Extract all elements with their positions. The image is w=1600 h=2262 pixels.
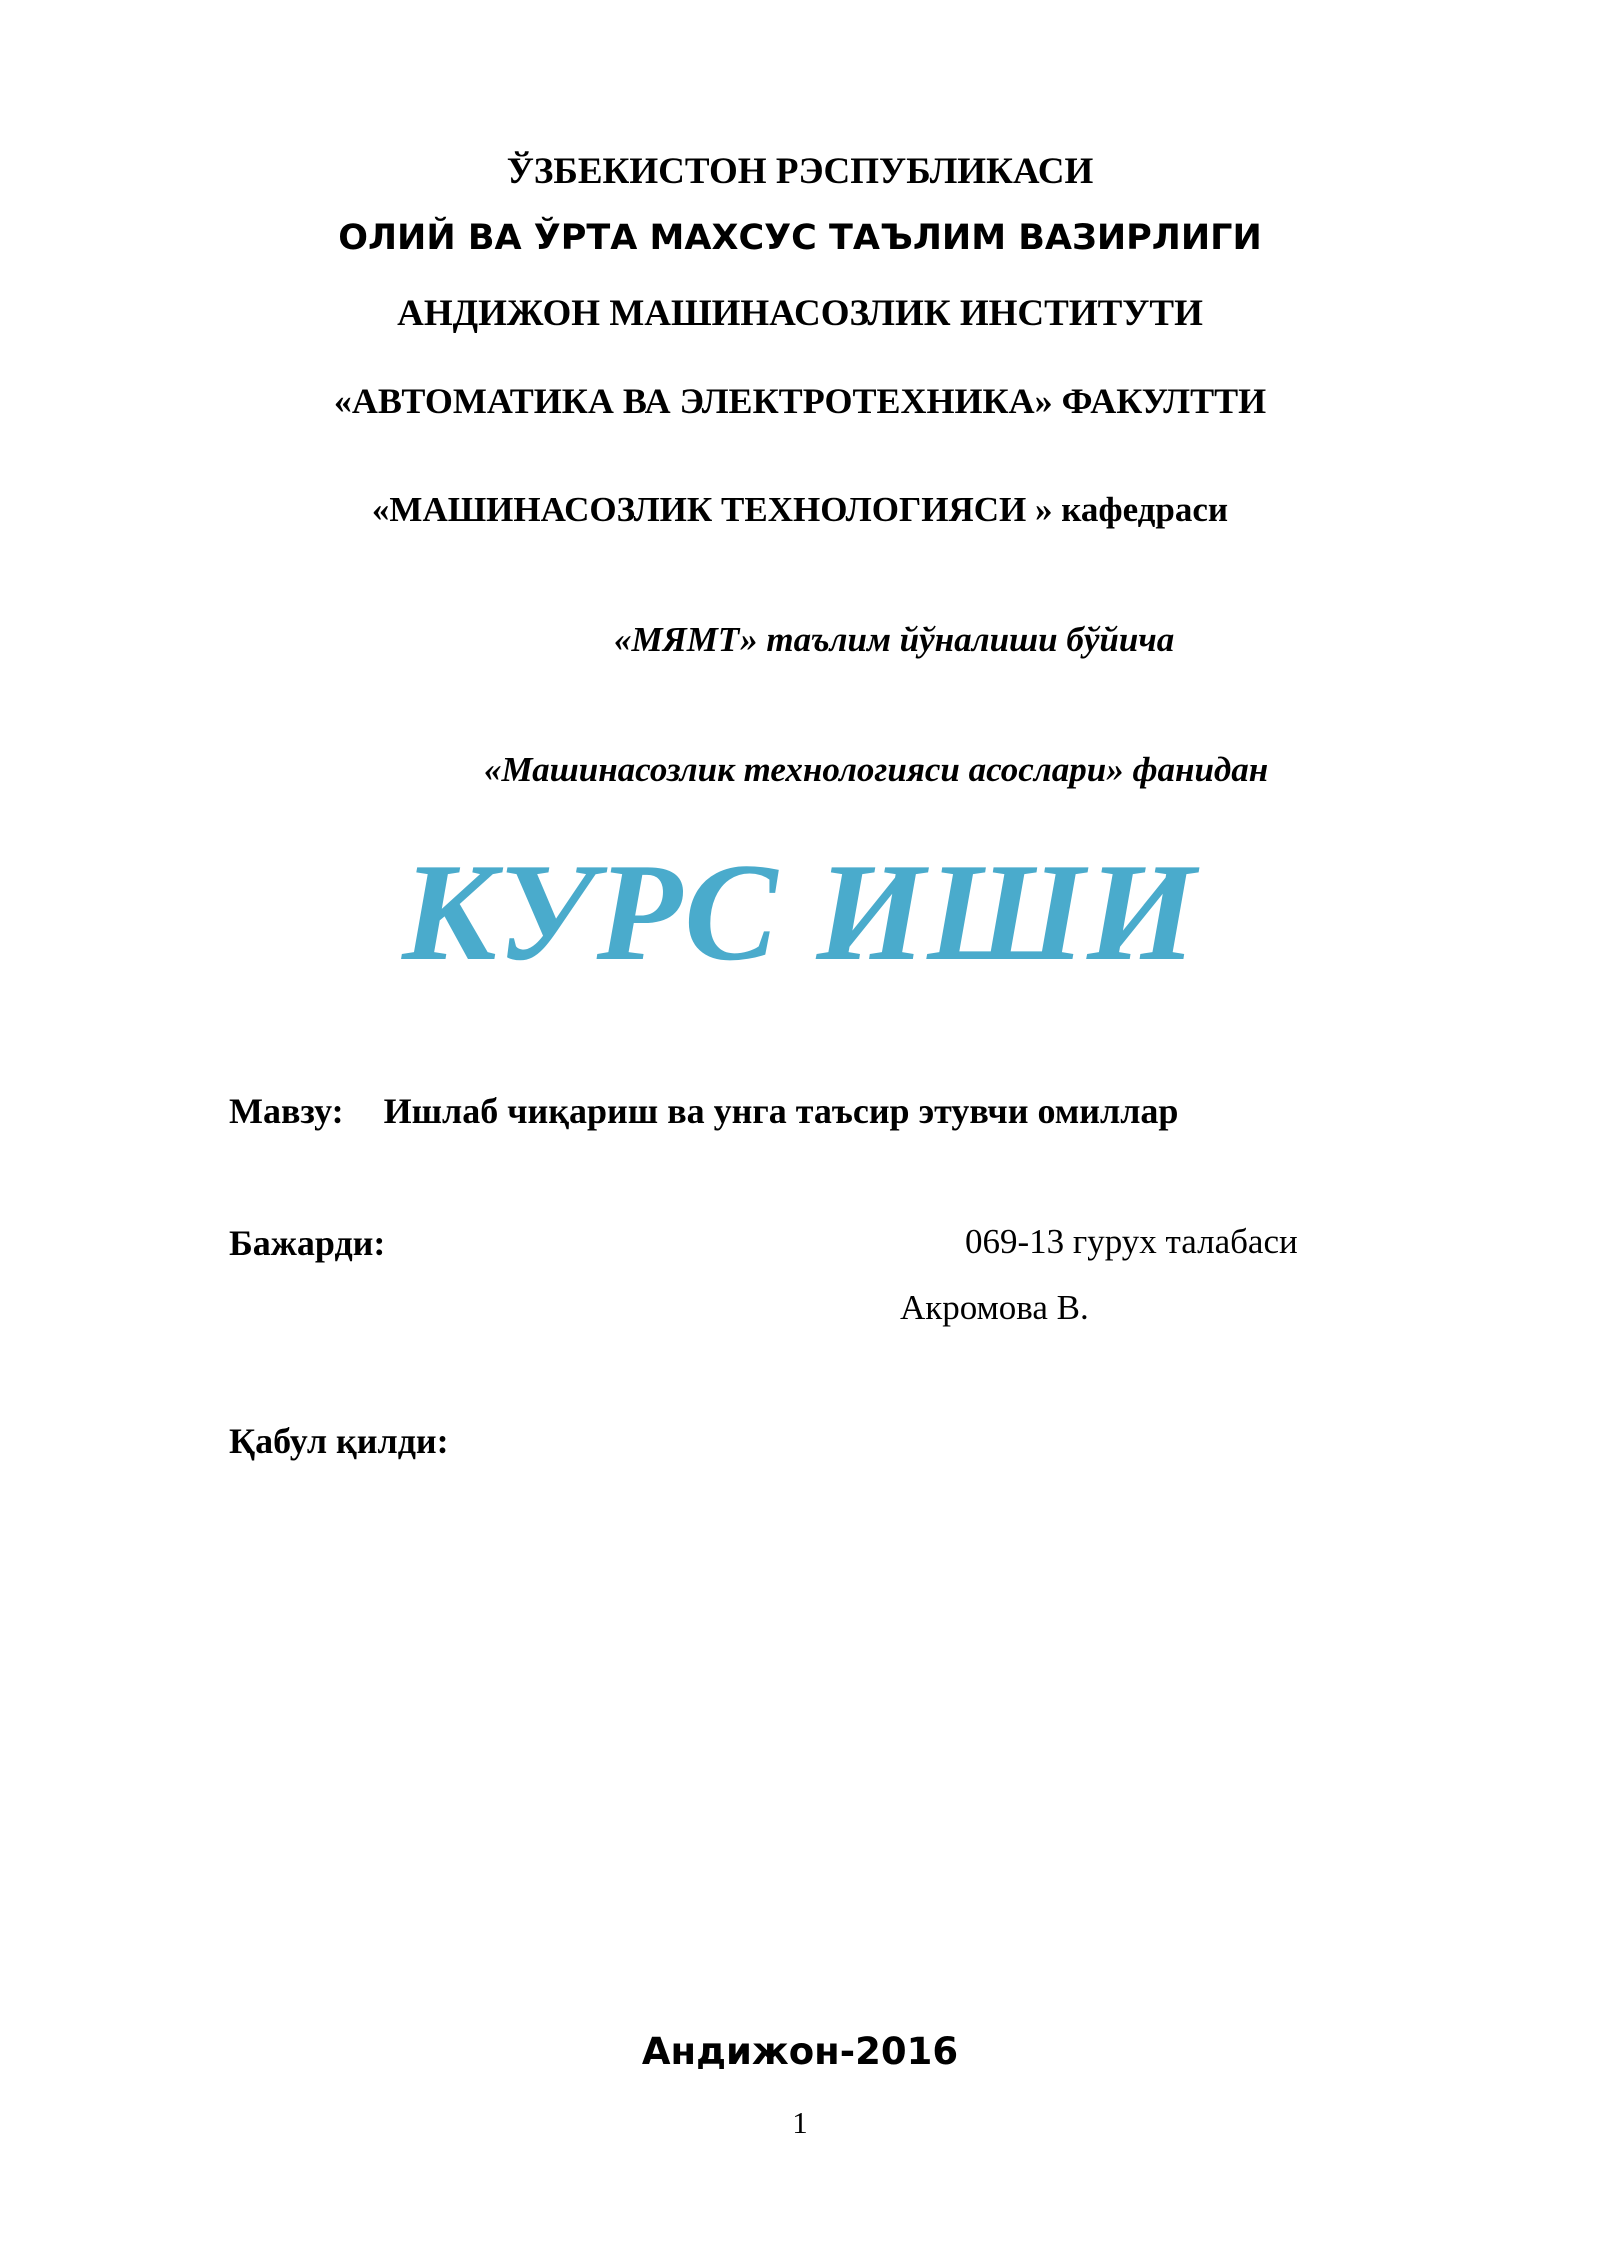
- performed-name: Акромова В.: [900, 1288, 1089, 1327]
- page-number: 1: [792, 2105, 808, 2140]
- subject-line: «Машинасозлик технологияси асослари» фанидан: [484, 750, 1269, 789]
- topic-row: [229, 1090, 1178, 1132]
- direction-line: «МЯМТ» таълим йўналиши бўйича: [614, 620, 1175, 659]
- ministry-heading: ОЛИЙ ВА ЎРТА МАХСУС ТАЪЛИМ ВАЗИРЛИГИ: [338, 218, 1262, 258]
- city-year: Андижон-2016: [641, 2030, 959, 2073]
- document-title: КУРС ИШИ: [402, 835, 1198, 990]
- institute-heading: АНДИЖОН МАШИНАСОЗЛИК ИНСТИТУТИ: [397, 293, 1203, 334]
- performed-group: 069-13 гурух талабаси: [965, 1222, 1298, 1261]
- faculty-heading: «АВТОМАТИКА ВА ЭЛЕКТРОТЕХНИКА» ФАКУЛТТИ: [333, 381, 1267, 421]
- accepted-label: Қабул қилди:: [229, 1421, 449, 1461]
- department-heading: «МАШИНАСОЗЛИК ТЕХНОЛОГИЯСИ » кафедраси: [371, 490, 1229, 529]
- republic-heading: ЎЗБЕКИСТОН РЭСПУБЛИКАСИ: [506, 151, 1094, 192]
- topic-value: Ишлаб чиқариш ва унга таъсир этувчи омиллар: [383, 1091, 1179, 1131]
- topic-label: Мавзу:: [229, 1091, 344, 1131]
- performed-label: Бажарди:: [229, 1223, 386, 1263]
